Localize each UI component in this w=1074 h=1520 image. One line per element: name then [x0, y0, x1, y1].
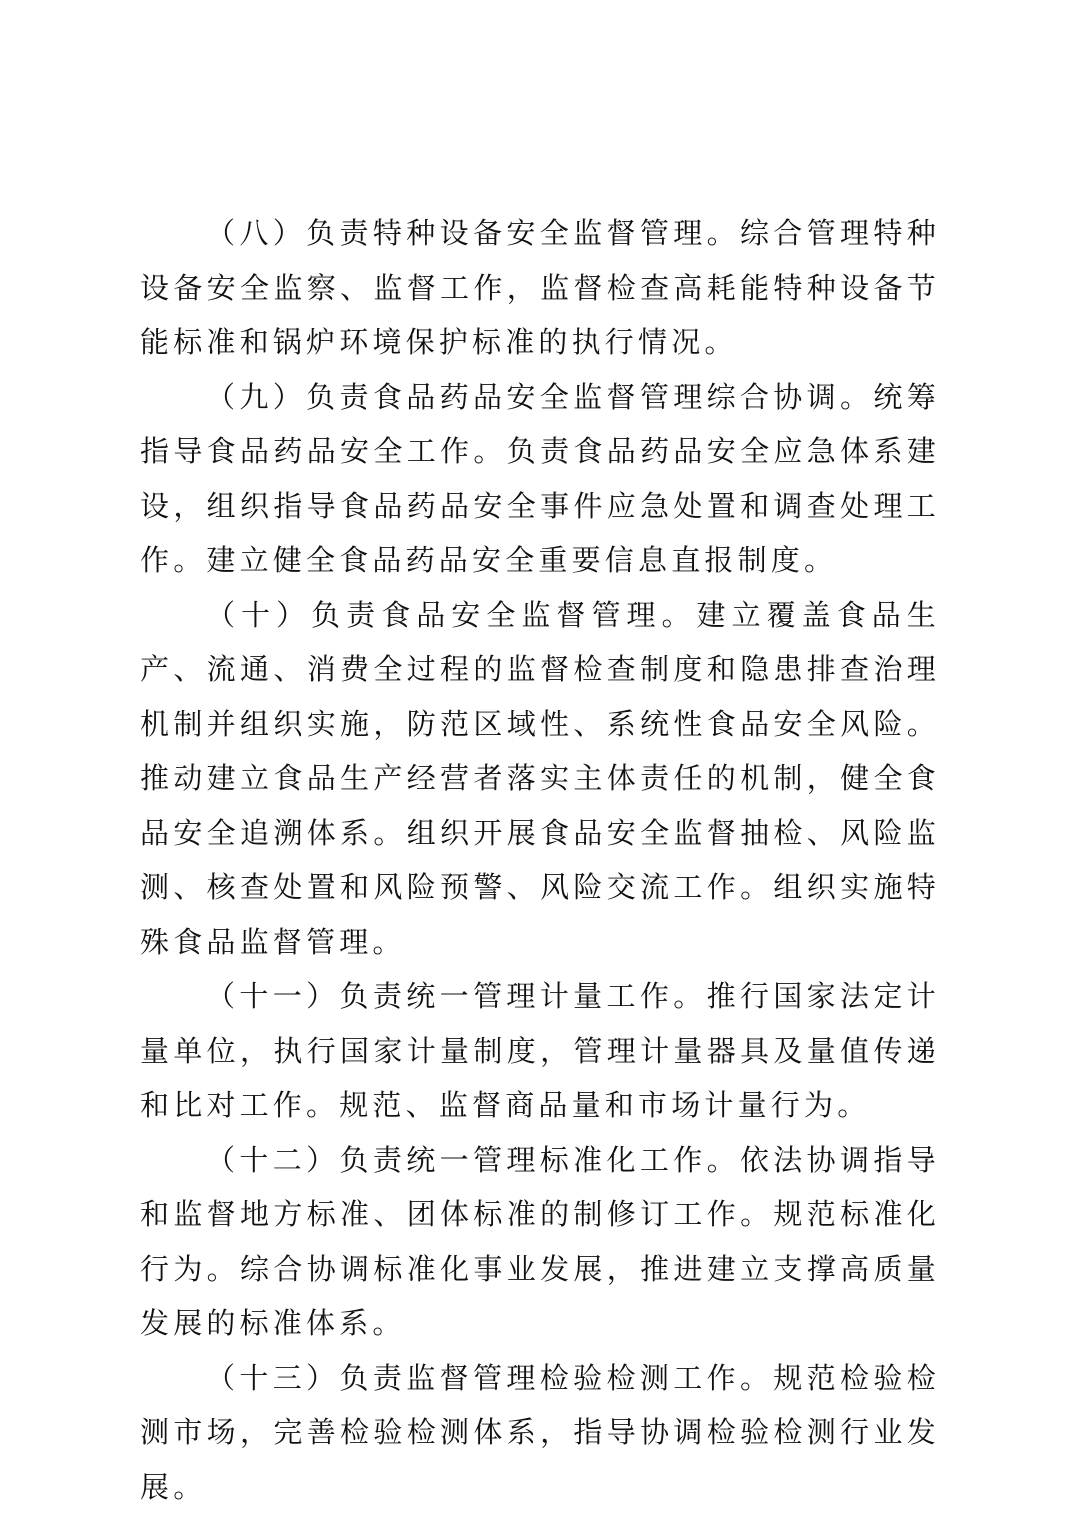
paragraph-11-metrology: （十一）负责统一管理计量工作。推行国家法定计量单位，执行国家计量制度，管理计量器具及量值传递和比对工作。规范、监督商品量和市场计量行为。: [140, 979, 940, 1122]
document-body: [140, 206, 940, 1514]
paragraph-12-standardization: （十二）负责统一管理标准化工作。依法协调指导和监督地方标准、团体标准的制修订工作。规范标准化行为。综合协调标准化事业发展，推进建立支撑高质量发展的标准体系。: [140, 1142, 940, 1340]
paragraph-13-inspection-testing: （十三）负责监督管理检验检测工作。规范检验检测市场，完善检验检测体系，指导协调检验检测行业发展。: [140, 1360, 940, 1504]
paragraph-10-food-safety: （十）负责食品安全监督管理。建立覆盖食品生产、流通、消费全过程的监督检查制度和隐患排查治理机制并组织实施，防范区域性、系统性食品安全风险。推动建立食品生产经营者落实主体责任的机制，健全食品安全追溯体系。组织开展食品安全监督抽检、风险监测、核查处置和风险预警、风险交流工作。组织实施特殊食品监督管理。: [140, 597, 940, 959]
paragraph-9-food-drug-coordination: （九）负责食品药品安全监督管理综合协调。统筹指导食品药品安全工作。负责食品药品安全应急体系建设，组织指导食品药品安全事件应急处置和调查处理工作。建立健全食品药品安全重要信息直报制度。: [140, 379, 940, 577]
paragraph-8-special-equipment: （八）负责特种设备安全监督管理。综合管理特种设备安全监察、监督工作，监督检查高耗能特种设备节能标准和锅炉环境保护标准的执行情况。: [140, 216, 940, 359]
